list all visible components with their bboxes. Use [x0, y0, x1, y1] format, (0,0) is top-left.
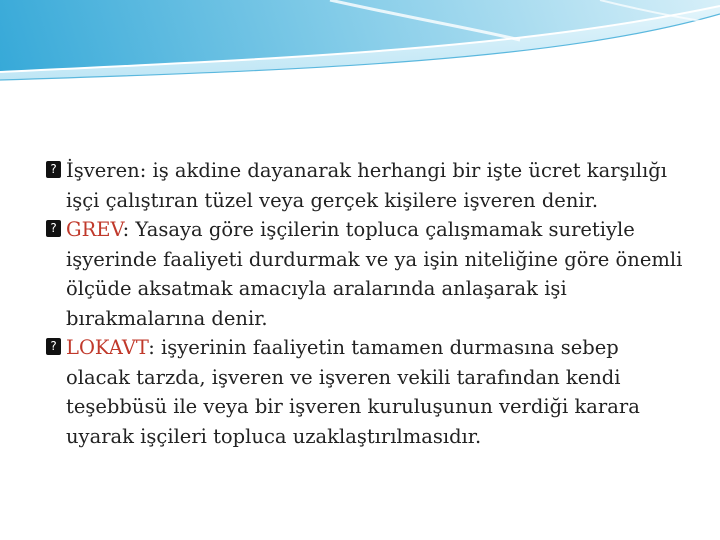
term-lokavt: LOKAVT [66, 336, 149, 359]
definition-isveren: : iş akdine dayanarak herhangi bir işte ücret karşılığı işçi çalıştıran tüzel veya gerçek kişilere işveren denir. [66, 159, 667, 212]
bullet-icon: ? [46, 161, 61, 178]
definition-grev: : Yasaya göre işçilerin topluca çalışmamak suretiyle işyerinde faaliyeti durdurmak ve ya işin niteliğine göre önemli ölçüde aksatmak amacıyla aralarında anlaşarak işi bırakmalarına denir. [66, 218, 683, 330]
paragraph-isveren [46, 156, 686, 215]
definition-lokavt: : işyerinin faaliyetin tamamen durmasına sebep olacak tarzda, işveren ve işveren vekili tarafından kendi teşebbüsü ile veya bir işveren kuruluşunun verdiği karara uyarak işçileri topluca uzaklaştırılmasıdır. [66, 336, 640, 448]
paragraph-grev [46, 215, 686, 333]
term-isveren: İşveren [66, 159, 140, 182]
slide-body [46, 156, 686, 451]
bullet-icon: ? [46, 220, 61, 237]
bullet-icon: ? [46, 338, 61, 355]
header-wave-decoration [0, 0, 720, 90]
term-grev: GREV [66, 218, 123, 241]
paragraph-lokavt [46, 333, 686, 451]
